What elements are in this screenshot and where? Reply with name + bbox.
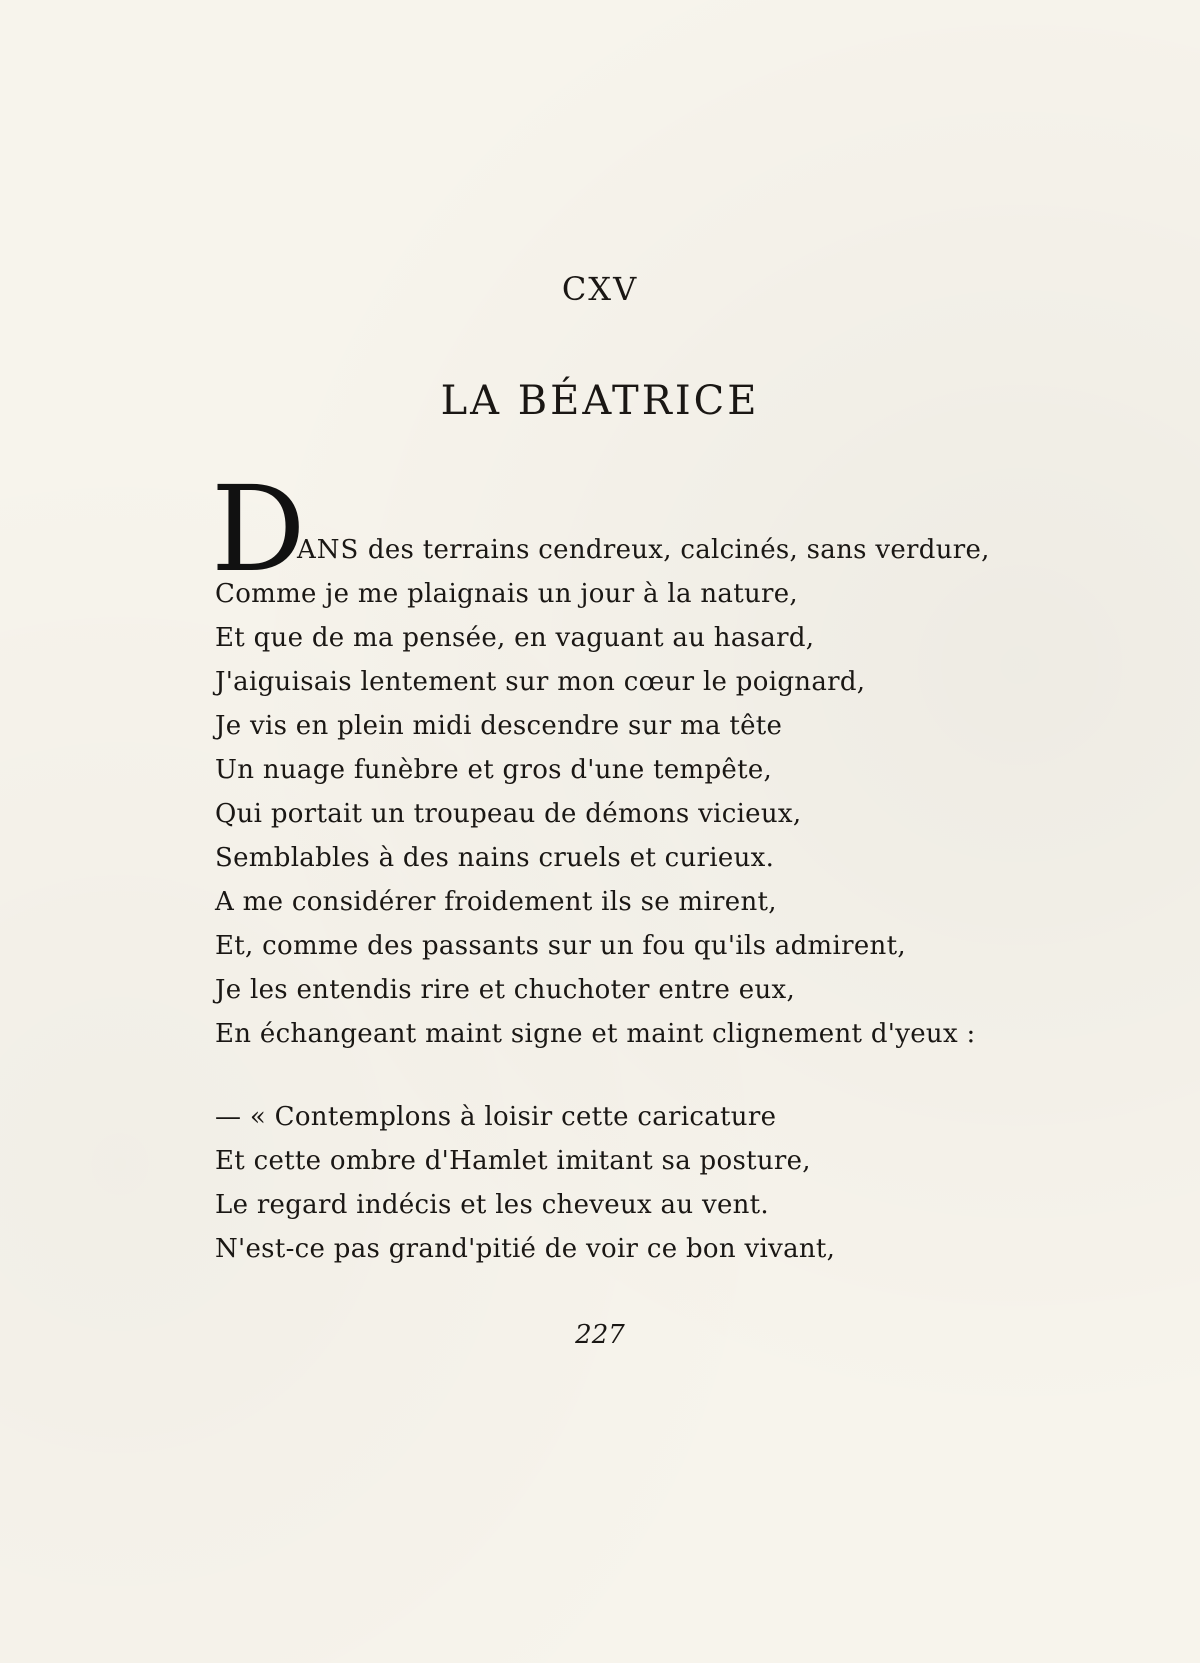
first-line-text: des terrains cendreux, calcinés, sans verdure,	[359, 535, 990, 565]
verse-line: A me considérer froidement ils se mirent,	[215, 887, 777, 917]
verse-line-1	[215, 528, 990, 572]
poem-number: CXV	[561, 270, 639, 308]
verse-line: Et que de ma pensée, en vaguant au hasard,	[215, 623, 815, 653]
verse-line: En échangeant maint signe et maint clignement d'yeux :	[215, 1019, 976, 1049]
stanza-2	[215, 1095, 835, 1271]
verse-line: Qui portait un troupeau de démons vicieux,	[215, 799, 802, 829]
verse-line: Et cette ombre d'Hamlet imitant sa posture,	[215, 1146, 811, 1176]
stanza-1	[215, 528, 990, 1056]
verse-line: Et, comme des passants sur un fou qu'ils admirent,	[215, 931, 906, 961]
first-word-caps: ANS	[297, 535, 360, 565]
verse-line: Je les entendis rire et chuchoter entre eux,	[215, 975, 796, 1005]
verse-line: Un nuage funèbre et gros d'une tempête,	[215, 755, 773, 785]
verse-line: Semblables à des nains cruels et curieux.	[215, 843, 775, 873]
verse-line: J'aiguisais lentement sur mon cœur le poignard,	[215, 667, 866, 697]
verse-line: Le regard indécis et les cheveux au vent.	[215, 1190, 769, 1220]
verse-line: Comme je me plaignais un jour à la nature,	[215, 579, 798, 609]
page-number: 227	[575, 1320, 625, 1350]
drop-cap: D	[211, 460, 306, 598]
verse-line: — « Contemplons à loisir cette caricature	[215, 1102, 777, 1132]
poem-title: LA BÉATRICE	[440, 378, 760, 424]
verse-line: Je vis en plein midi descendre sur ma tête	[215, 711, 783, 741]
verse-line: N'est-ce pas grand'pitié de voir ce bon vivant,	[215, 1234, 836, 1264]
